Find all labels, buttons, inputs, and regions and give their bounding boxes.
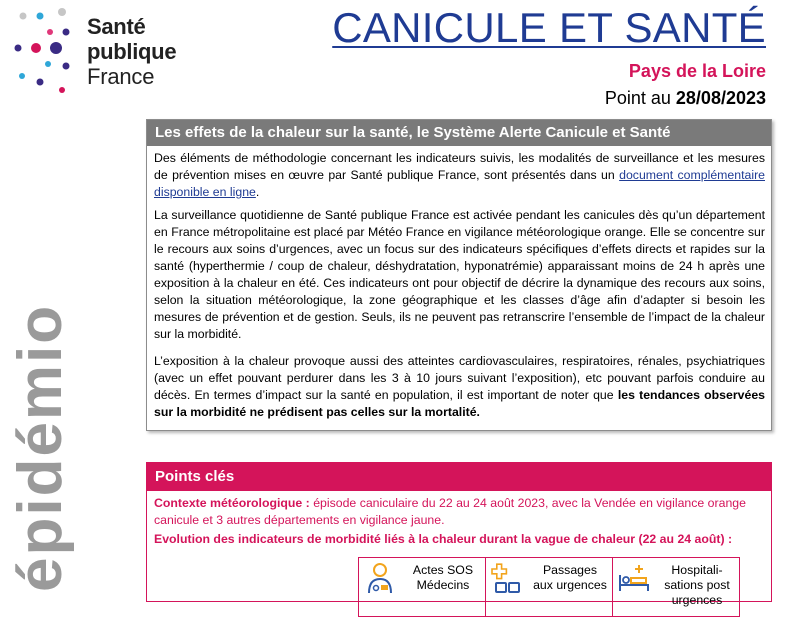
point-date (605, 88, 766, 109)
region-label: Pays de la Loire (628, 61, 766, 81)
key-points-section (146, 462, 772, 607)
key-points-body (147, 491, 771, 548)
page-title: CANICULE ET SANTÉ (332, 4, 766, 51)
indicator-label: Passages aux urgences (533, 563, 607, 592)
logo-line-3: France (87, 64, 155, 89)
meteo-text: épisode caniculaire du 22 au 24 août 2023, avec la Vendée en vigilance orange canicule et 3 autres départements en vigilance jaune. (154, 496, 746, 527)
santepubliquefrance-logo (10, 4, 210, 104)
evolution-heading: Evolution des indicateurs de morbidité liés à la chaleur durant la vague de chaleur (22 au 24 août) : (154, 532, 733, 546)
indicators-table (358, 557, 739, 617)
effects-paragraph-3 (154, 353, 765, 421)
effects-paragraph-1 (154, 150, 765, 201)
meteo-context (154, 495, 765, 529)
logo-line-2: publique (87, 39, 177, 64)
meteo-label: Contexte météorologique : (154, 496, 310, 510)
side-label: épidémio (6, 303, 75, 592)
indicator-sos-medecins (358, 557, 486, 617)
logo-line-1: Santé (87, 14, 146, 39)
effects-section (146, 119, 772, 431)
effects-paragraph-2: La surveillance quotidienne de Santé publique France est activée pendant les canicules dès qu’un département en France métropolitaine est placé par Météo France en vigilance météorologique orange. Elle se concentre sur le recours aux soins d’urgences, avec un focus sur des indicateurs spécifiques d’effets directs et rapides sur la santé (hyperthermie / coup de chaleur, déshydratation, hyponatrémie) apparaissant moins de 24 h après une exposition à la chaleur en été. Ces indicateurs ont pour objectif de décrire la dynamique des recours aux soins, selon la situation météorologique, la zone géographique et les classes d’âge afin d’adapter si besoin les mesures de prévention et de gestion. Seuls, ils ne peuvent pas retranscrire l’ensemble de l’impact de la chaleur sur la morbidité. (154, 208, 765, 341)
effects-p3-bold: les tendances observées sur la morbidité ne prédisent pas celles sur la mortalité. (154, 388, 766, 419)
effects-p3-text: L’exposition à la chaleur provoque aussi des atteintes cardiovasculaires, respiratoires, rénales, psychiatriques (avec un effet pouvant perdurer dans les 3 à 10 jours suivant l’exposition), etc pouvant parfois conduire au décès. En termes d’impact sur la santé en population, il est important de noter que (154, 354, 765, 402)
indicator-label: Actes SOS Médecins (412, 563, 474, 592)
effects-p1-text: Des éléments de méthodologie concernant les indicateurs suivis, les modalités de surveillance et les mesures de prévention mises en œuvre par Santé publique France, sont présentés dans un (154, 151, 765, 182)
effects-section-title: Les effets de la chaleur sur la santé, le Système Alerte Canicule et Santé (147, 120, 771, 146)
point-prefix: Point au (604, 88, 676, 108)
effects-section-body (147, 146, 771, 421)
effects-p1-end: . (255, 185, 260, 199)
point-date-value: 28/08/2023 (675, 88, 766, 108)
key-points-title: Points clés (147, 463, 771, 491)
indicator-hospitalisations (612, 557, 740, 617)
indicator-label: Hospitali-sations post urgences (664, 563, 730, 607)
document-link[interactable]: document complémentaire disponible en ligne (154, 168, 765, 199)
logo-dots-icon (10, 4, 74, 104)
indicator-urgences (485, 557, 613, 617)
